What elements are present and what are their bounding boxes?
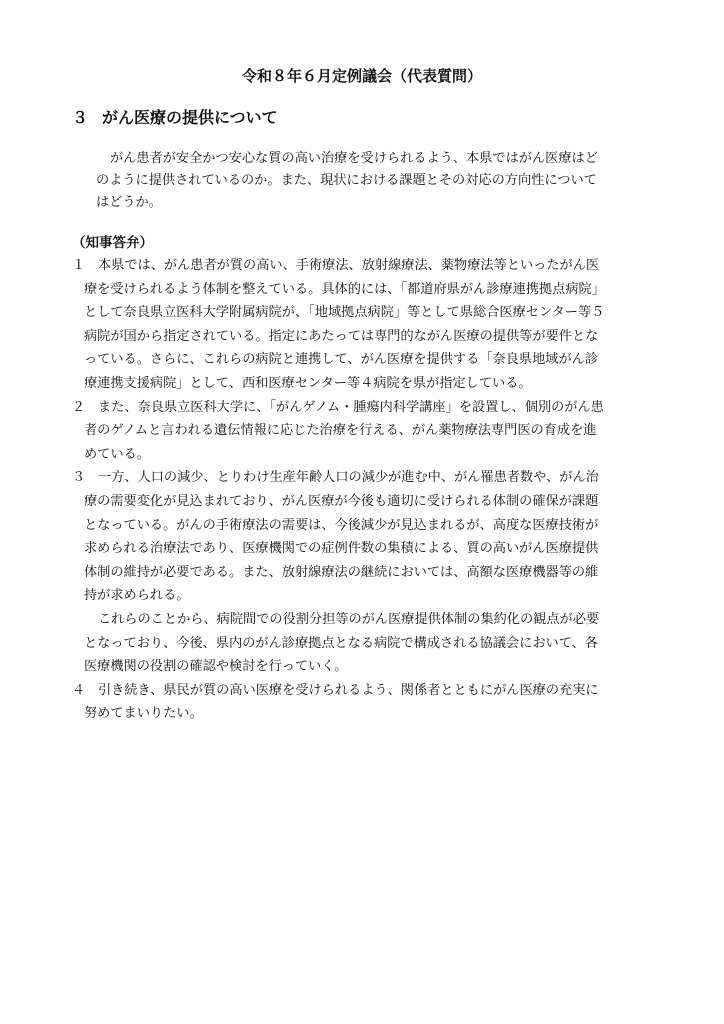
answer-text: 引き続き、県民が質の高い医療を受けられるよう、関係者とともにがん医療の充実に [98,682,599,698]
answer-label: （知事答弁） [72,235,153,251]
answer-text-line: っている。さらに、これらの病院と連携して、がん医療を提供する「奈良県地域がん診 [84,352,599,368]
answer-text-line: 療を受けられるよう体制を整えている。具体的には、「都道府県がん診療連携拠点病院」 [84,281,605,297]
answer-text-line: となっており、今後、県内のがん診療拠点となる病院で構成される協議会において、各 [84,635,599,651]
answer-text-line: として奈良県立医科大学附属病院が、「地域拠点病院」等として県総合医療センター等５ [84,305,605,321]
answer-item-line [72,396,662,420]
question-block [96,148,666,214]
answer-text-line: 医療機関の役割の確認や検討を行っていく。 [84,659,348,675]
section-number: ３ [72,108,89,127]
answer-item-number: ２ [72,399,86,415]
question-line: がん患者が安全かつ安心な質の高い治療を受けられるよう、本県ではがん医療はど [110,151,598,166]
answer-text: 一方、人口の減少、とりわけ生産年齢人口の減少が進む中、がん罹患者数や、がん治 [98,470,599,486]
answer-text-line: 体制の維持が必要である。また、放射線療法の継続においては、高額な医療機器等の維 [84,564,599,580]
answer-text-line: 努めてまいりたい。 [84,706,203,722]
section-heading [72,108,278,128]
question-line: のように提供されているのか。また、現状における課題とその対応の方向性について [96,173,597,188]
answer-paragraph-line: これらのことから、病院間での役割分担等のがん医療提供体制の集約化の観点が必要 [98,611,600,627]
answer-text: 本県では、がん患者が質の高い、手術療法、放射線療法、薬物療法等といったがん医 [98,258,600,273]
answer-text-line: 療連携支援病院」として、西和医療センター等４病院を県が指定している。 [84,375,532,391]
question-line: はどうか。 [96,195,162,210]
answer-item-line [72,254,662,278]
answer-text-line: 病院が国から指定されている。指定にあたっては専門的ながん医療の提供等が要件とな [84,328,599,344]
answer-item-line [72,466,662,490]
answer-text-line: めている。 [84,446,150,462]
answer-item-number: ３ [72,470,86,486]
answer-text-line: 求められる治療法であり、医療機関での症例件数の集積による、質の高いがん医療提供 [84,541,599,557]
section-title: がん医療の提供について [102,108,278,127]
answer-item-number: １ [72,258,86,273]
answer-item-line [72,679,662,703]
answer-block [72,254,662,726]
answer-text-line: 持が求められる。 [84,588,190,604]
page-title: 令和８年６月定例議会（代表質問） [241,67,482,85]
answer-item-number: ４ [72,682,86,698]
answer-text-line: 者のゲノムと言われる遺伝情報に応じた治療を行える、がん薬物療法専門医の育成を進 [84,423,597,439]
answer-text-line: となっている。がんの手術療法の需要は、今後減少が見込まれるが、高度な医療技術が [84,517,599,533]
answer-text: また、奈良県立医科大学に、「がんゲノム・腫瘍内科学講座」を設置し、個別のがん患 [98,399,604,415]
answer-text-line: 療の需要変化が見込まれており、がん医療が今後も適切に受けられる体制の確保が課題 [84,493,599,509]
